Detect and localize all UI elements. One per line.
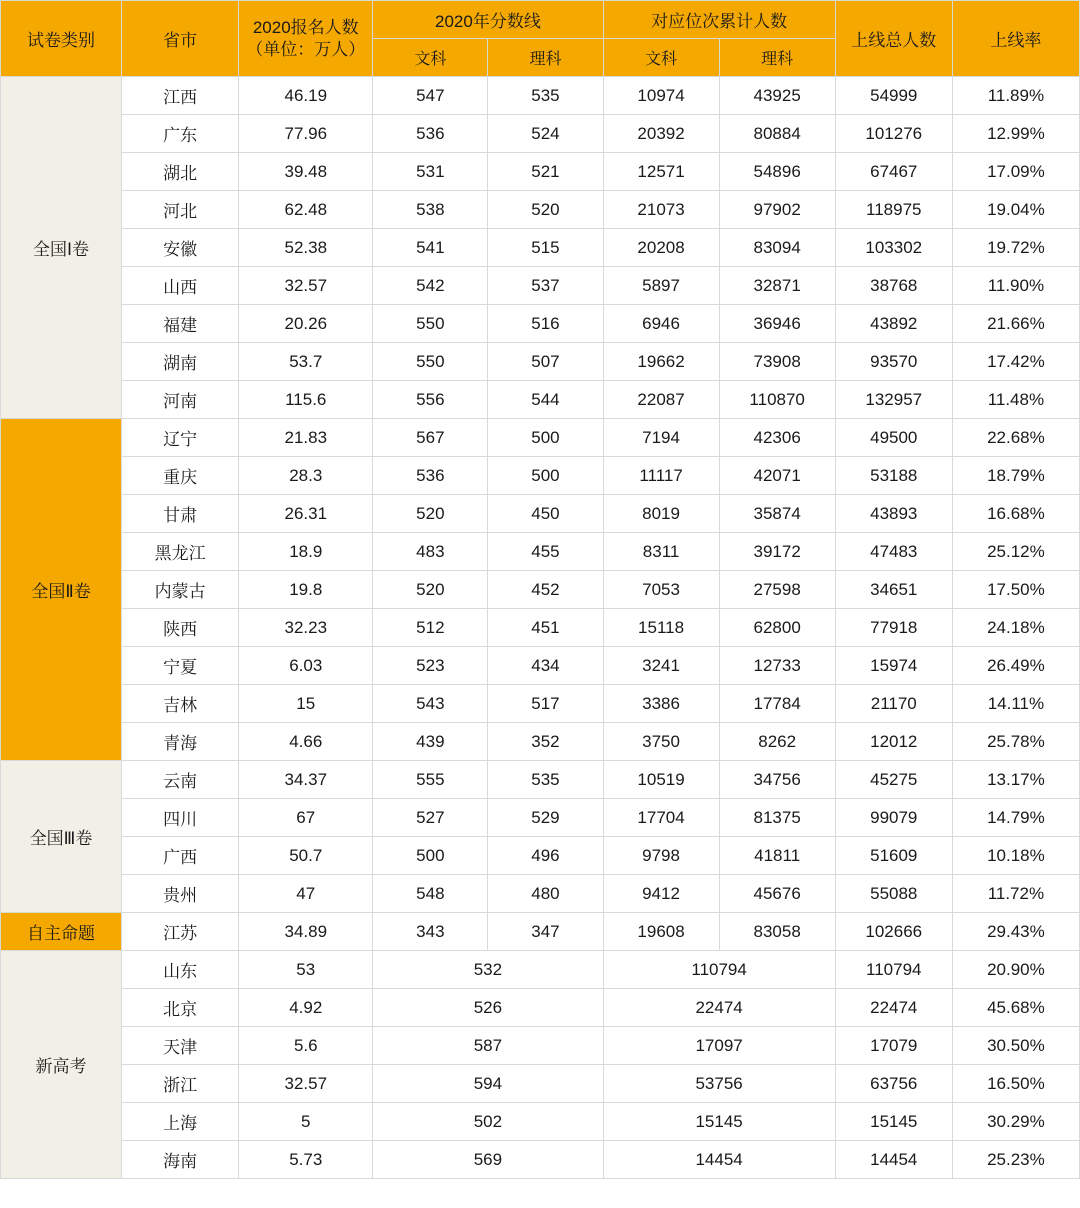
cell-score-wenke: 483	[373, 533, 488, 571]
cell-score-like: 516	[488, 305, 603, 343]
cell-province: 湖南	[122, 343, 239, 381]
cell-online-rate: 24.18%	[952, 609, 1079, 647]
cell-online-rate: 14.79%	[952, 799, 1079, 837]
cell-registered: 32.57	[239, 1065, 373, 1103]
cell-score-wenke: 538	[373, 191, 488, 229]
cell-province: 青海	[122, 723, 239, 761]
cell-online-rate: 17.50%	[952, 571, 1079, 609]
table-row	[1, 1027, 1080, 1065]
cell-score-wenke: 547	[373, 77, 488, 115]
table-row	[1, 913, 1080, 951]
cell-registered: 46.19	[239, 77, 373, 115]
table-row	[1, 647, 1080, 685]
cell-score-like: 515	[488, 229, 603, 267]
cell-total-online: 132957	[835, 381, 952, 419]
cell-province: 海南	[122, 1141, 239, 1179]
table-row	[1, 951, 1080, 989]
cell-registered: 34.37	[239, 761, 373, 799]
cell-rank-like: 80884	[719, 115, 835, 153]
cell-registered: 4.92	[239, 989, 373, 1027]
cell-online-rate: 17.09%	[952, 153, 1079, 191]
cell-total-online: 38768	[835, 267, 952, 305]
cell-rank-like: 43925	[719, 77, 835, 115]
cell-score: 594	[373, 1065, 603, 1103]
cell-score-like: 451	[488, 609, 603, 647]
cell-score-wenke: 500	[373, 837, 488, 875]
cell-rank-wenke: 20208	[603, 229, 719, 267]
cell-province: 辽宁	[122, 419, 239, 457]
cell-online-rate: 30.50%	[952, 1027, 1079, 1065]
cell-online-rate: 14.11%	[952, 685, 1079, 723]
table-row	[1, 115, 1080, 153]
cell-rank-wenke: 6946	[603, 305, 719, 343]
cell-online-rate: 25.78%	[952, 723, 1079, 761]
cell-registered: 4.66	[239, 723, 373, 761]
table-row	[1, 495, 1080, 533]
cell-rank: 17097	[603, 1027, 835, 1065]
cell-rank-like: 36946	[719, 305, 835, 343]
cell-rank: 22474	[603, 989, 835, 1027]
cell-score-like: 496	[488, 837, 603, 875]
cell-online-rate: 19.72%	[952, 229, 1079, 267]
cell-total-online: 67467	[835, 153, 952, 191]
cell-score: 569	[373, 1141, 603, 1179]
table-row	[1, 1103, 1080, 1141]
cell-total-online: 53188	[835, 457, 952, 495]
cell-rank-like: 73908	[719, 343, 835, 381]
cell-online-rate: 19.04%	[952, 191, 1079, 229]
cell-score-like: 529	[488, 799, 603, 837]
cell-rank-wenke: 11117	[603, 457, 719, 495]
cell-online-rate: 22.68%	[952, 419, 1079, 457]
table-body	[1, 77, 1080, 1179]
cell-online-rate: 20.90%	[952, 951, 1079, 989]
cell-rank-like: 32871	[719, 267, 835, 305]
cell-province: 宁夏	[122, 647, 239, 685]
cell-score-wenke: 520	[373, 495, 488, 533]
cell-online-rate: 16.68%	[952, 495, 1079, 533]
cell-registered: 21.83	[239, 419, 373, 457]
table-row	[1, 875, 1080, 913]
cell-score-like: 535	[488, 761, 603, 799]
cell-rank-wenke: 15118	[603, 609, 719, 647]
cell-score-like: 434	[488, 647, 603, 685]
cell-province: 上海	[122, 1103, 239, 1141]
cell-score-wenke: 536	[373, 115, 488, 153]
table-row	[1, 837, 1080, 875]
table-header	[1, 1, 1080, 77]
cell-score-like: 521	[488, 153, 603, 191]
cell-online-rate: 45.68%	[952, 989, 1079, 1027]
cell-registered: 32.57	[239, 267, 373, 305]
cell-province: 山东	[122, 951, 239, 989]
cell-rank-wenke: 8311	[603, 533, 719, 571]
cell-rank-like: 45676	[719, 875, 835, 913]
group-cell: 自主命题	[1, 913, 122, 951]
table-row	[1, 77, 1080, 115]
cell-score-wenke: 550	[373, 305, 488, 343]
cell-score: 587	[373, 1027, 603, 1065]
cell-score-wenke: 527	[373, 799, 488, 837]
cell-score-wenke: 536	[373, 457, 488, 495]
cell-province: 福建	[122, 305, 239, 343]
cell-province: 陕西	[122, 609, 239, 647]
header-category: 试卷类别	[1, 1, 122, 77]
cell-rank-wenke: 12571	[603, 153, 719, 191]
cell-total-online: 110794	[835, 951, 952, 989]
header-score-like: 理科	[488, 39, 603, 77]
cell-registered: 53.7	[239, 343, 373, 381]
cell-registered: 32.23	[239, 609, 373, 647]
cell-registered: 34.89	[239, 913, 373, 951]
cell-province: 北京	[122, 989, 239, 1027]
cell-score: 526	[373, 989, 603, 1027]
table-row	[1, 799, 1080, 837]
table-row	[1, 1065, 1080, 1103]
cell-rank-wenke: 19608	[603, 913, 719, 951]
group-cell: 全国Ⅱ卷	[1, 419, 122, 761]
cell-province: 贵州	[122, 875, 239, 913]
cell-total-online: 21170	[835, 685, 952, 723]
cell-registered: 19.8	[239, 571, 373, 609]
cell-registered: 77.96	[239, 115, 373, 153]
header-rank-wenke: 文科	[603, 39, 719, 77]
cell-online-rate: 11.89%	[952, 77, 1079, 115]
cell-registered: 15	[239, 685, 373, 723]
cell-score-like: 500	[488, 419, 603, 457]
cell-rank-like: 34756	[719, 761, 835, 799]
cell-total-online: 17079	[835, 1027, 952, 1065]
cell-rank-wenke: 20392	[603, 115, 719, 153]
header-score-line: 2020年分数线	[373, 1, 603, 39]
cell-rank-like: 83058	[719, 913, 835, 951]
cell-score-like: 507	[488, 343, 603, 381]
cell-registered: 28.3	[239, 457, 373, 495]
cell-score-like: 537	[488, 267, 603, 305]
cell-total-online: 118975	[835, 191, 952, 229]
cell-total-online: 102666	[835, 913, 952, 951]
header-registered-line1: 2020报名人数	[252, 18, 359, 38]
cell-registered: 53	[239, 951, 373, 989]
cell-rank-wenke: 5897	[603, 267, 719, 305]
table-row	[1, 191, 1080, 229]
table-row	[1, 305, 1080, 343]
cell-province: 浙江	[122, 1065, 239, 1103]
cell-score-wenke: 543	[373, 685, 488, 723]
cell-rank-wenke: 8019	[603, 495, 719, 533]
table-row	[1, 723, 1080, 761]
cell-province: 江西	[122, 77, 239, 115]
cell-rank-wenke: 19662	[603, 343, 719, 381]
header-registered-line2: （单位：万人）	[246, 39, 366, 59]
cell-score-wenke: 531	[373, 153, 488, 191]
cell-registered: 5	[239, 1103, 373, 1141]
cell-score-like: 520	[488, 191, 603, 229]
cell-province: 山西	[122, 267, 239, 305]
cell-registered: 50.7	[239, 837, 373, 875]
header-online-rate: 上线率	[952, 1, 1079, 77]
cell-score-like: 524	[488, 115, 603, 153]
header-total-online: 上线总人数	[835, 1, 952, 77]
header-registered	[239, 1, 373, 77]
header-province: 省市	[122, 1, 239, 77]
cell-online-rate: 25.12%	[952, 533, 1079, 571]
cell-score-wenke: 567	[373, 419, 488, 457]
cell-total-online: 49500	[835, 419, 952, 457]
cell-rank-wenke: 9412	[603, 875, 719, 913]
cell-rank-like: 39172	[719, 533, 835, 571]
cell-online-rate: 17.42%	[952, 343, 1079, 381]
cell-score-wenke: 541	[373, 229, 488, 267]
cell-online-rate: 30.29%	[952, 1103, 1079, 1141]
header-rank-cumulative: 对应位次累计人数	[603, 1, 835, 39]
cell-province: 河北	[122, 191, 239, 229]
cell-registered: 52.38	[239, 229, 373, 267]
cell-registered: 47	[239, 875, 373, 913]
cell-score-like: 535	[488, 77, 603, 115]
cell-online-rate: 11.48%	[952, 381, 1079, 419]
cell-total-online: 15974	[835, 647, 952, 685]
cell-score-like: 450	[488, 495, 603, 533]
table-row	[1, 761, 1080, 799]
cell-score-wenke: 520	[373, 571, 488, 609]
table-row	[1, 571, 1080, 609]
header-row-top	[1, 1, 1080, 39]
header-score-wenke: 文科	[373, 39, 488, 77]
table-row	[1, 381, 1080, 419]
cell-total-online: 51609	[835, 837, 952, 875]
cell-total-online: 12012	[835, 723, 952, 761]
cell-registered: 5.73	[239, 1141, 373, 1179]
cell-province: 天津	[122, 1027, 239, 1065]
cell-score-wenke: 523	[373, 647, 488, 685]
header-rank-like: 理科	[719, 39, 835, 77]
cell-rank-wenke: 17704	[603, 799, 719, 837]
cell-rank-like: 97902	[719, 191, 835, 229]
cell-score: 532	[373, 951, 603, 989]
cell-registered: 18.9	[239, 533, 373, 571]
cell-total-online: 63756	[835, 1065, 952, 1103]
cell-rank-like: 62800	[719, 609, 835, 647]
cell-score-wenke: 343	[373, 913, 488, 951]
table-row	[1, 153, 1080, 191]
cell-province: 广西	[122, 837, 239, 875]
cell-score-like: 455	[488, 533, 603, 571]
cell-online-rate: 29.43%	[952, 913, 1079, 951]
table-row	[1, 419, 1080, 457]
cell-rank-wenke: 3241	[603, 647, 719, 685]
cell-score-wenke: 512	[373, 609, 488, 647]
cell-online-rate: 18.79%	[952, 457, 1079, 495]
cell-total-online: 103302	[835, 229, 952, 267]
cell-total-online: 101276	[835, 115, 952, 153]
cell-score: 502	[373, 1103, 603, 1141]
cell-rank-like: 12733	[719, 647, 835, 685]
cell-score-wenke: 556	[373, 381, 488, 419]
cell-registered: 67	[239, 799, 373, 837]
cell-province: 黑龙江	[122, 533, 239, 571]
cell-rank-wenke: 3386	[603, 685, 719, 723]
group-cell: 全国Ⅰ卷	[1, 77, 122, 419]
cell-score-wenke: 550	[373, 343, 488, 381]
cell-score-like: 352	[488, 723, 603, 761]
cell-rank-wenke: 10974	[603, 77, 719, 115]
cell-score-wenke: 542	[373, 267, 488, 305]
cell-registered: 26.31	[239, 495, 373, 533]
cell-rank: 14454	[603, 1141, 835, 1179]
cell-registered: 62.48	[239, 191, 373, 229]
cell-rank: 15145	[603, 1103, 835, 1141]
cell-province: 湖北	[122, 153, 239, 191]
cell-rank-like: 42306	[719, 419, 835, 457]
table-row	[1, 457, 1080, 495]
table-row	[1, 685, 1080, 723]
cell-online-rate: 21.66%	[952, 305, 1079, 343]
group-cell: 新高考	[1, 951, 122, 1179]
cell-total-online: 54999	[835, 77, 952, 115]
cell-registered: 20.26	[239, 305, 373, 343]
cell-rank-like: 110870	[719, 381, 835, 419]
table-row	[1, 609, 1080, 647]
cell-province: 四川	[122, 799, 239, 837]
cell-score-like: 452	[488, 571, 603, 609]
cell-total-online: 43893	[835, 495, 952, 533]
cell-total-online: 55088	[835, 875, 952, 913]
cell-online-rate: 16.50%	[952, 1065, 1079, 1103]
cell-total-online: 45275	[835, 761, 952, 799]
cell-province: 内蒙古	[122, 571, 239, 609]
cell-province: 重庆	[122, 457, 239, 495]
cell-rank-like: 42071	[719, 457, 835, 495]
cell-online-rate: 11.90%	[952, 267, 1079, 305]
cell-province: 甘肃	[122, 495, 239, 533]
table-row	[1, 1141, 1080, 1179]
cell-online-rate: 11.72%	[952, 875, 1079, 913]
table-row	[1, 267, 1080, 305]
cell-rank-wenke: 10519	[603, 761, 719, 799]
cell-rank-like: 35874	[719, 495, 835, 533]
cell-registered: 39.48	[239, 153, 373, 191]
cell-rank-like: 54896	[719, 153, 835, 191]
cell-score-like: 480	[488, 875, 603, 913]
cell-rank-wenke: 9798	[603, 837, 719, 875]
cell-rank-like: 41811	[719, 837, 835, 875]
cell-online-rate: 12.99%	[952, 115, 1079, 153]
cell-score-like: 544	[488, 381, 603, 419]
cell-score-like: 517	[488, 685, 603, 723]
cell-rank-wenke: 7053	[603, 571, 719, 609]
cell-rank-like: 27598	[719, 571, 835, 609]
cell-province: 云南	[122, 761, 239, 799]
cell-score-like: 500	[488, 457, 603, 495]
table-row	[1, 533, 1080, 571]
group-cell: 全国Ⅲ卷	[1, 761, 122, 913]
cell-registered: 6.03	[239, 647, 373, 685]
cell-rank-like: 17784	[719, 685, 835, 723]
table-row	[1, 229, 1080, 267]
cell-total-online: 15145	[835, 1103, 952, 1141]
cell-total-online: 43892	[835, 305, 952, 343]
cell-total-online: 93570	[835, 343, 952, 381]
cell-rank-wenke: 7194	[603, 419, 719, 457]
cell-total-online: 22474	[835, 989, 952, 1027]
cell-score-wenke: 548	[373, 875, 488, 913]
cell-province: 江苏	[122, 913, 239, 951]
cell-registered: 115.6	[239, 381, 373, 419]
cell-province: 广东	[122, 115, 239, 153]
cell-rank-wenke: 22087	[603, 381, 719, 419]
cell-rank: 53756	[603, 1065, 835, 1103]
cell-score-like: 347	[488, 913, 603, 951]
cell-online-rate: 25.23%	[952, 1141, 1079, 1179]
cell-online-rate: 26.49%	[952, 647, 1079, 685]
cell-score-wenke: 439	[373, 723, 488, 761]
cell-total-online: 77918	[835, 609, 952, 647]
cell-registered: 5.6	[239, 1027, 373, 1065]
cell-rank-like: 83094	[719, 229, 835, 267]
cell-score-wenke: 555	[373, 761, 488, 799]
cell-rank-like: 8262	[719, 723, 835, 761]
cell-rank-like: 81375	[719, 799, 835, 837]
cell-province: 安徽	[122, 229, 239, 267]
table-row	[1, 343, 1080, 381]
cell-total-online: 47483	[835, 533, 952, 571]
cell-province: 吉林	[122, 685, 239, 723]
cell-rank: 110794	[603, 951, 835, 989]
cell-total-online: 34651	[835, 571, 952, 609]
cell-online-rate: 10.18%	[952, 837, 1079, 875]
cell-rank-wenke: 3750	[603, 723, 719, 761]
cell-total-online: 99079	[835, 799, 952, 837]
table-row	[1, 989, 1080, 1027]
cell-province: 河南	[122, 381, 239, 419]
cell-total-online: 14454	[835, 1141, 952, 1179]
cell-online-rate: 13.17%	[952, 761, 1079, 799]
cell-rank-wenke: 21073	[603, 191, 719, 229]
